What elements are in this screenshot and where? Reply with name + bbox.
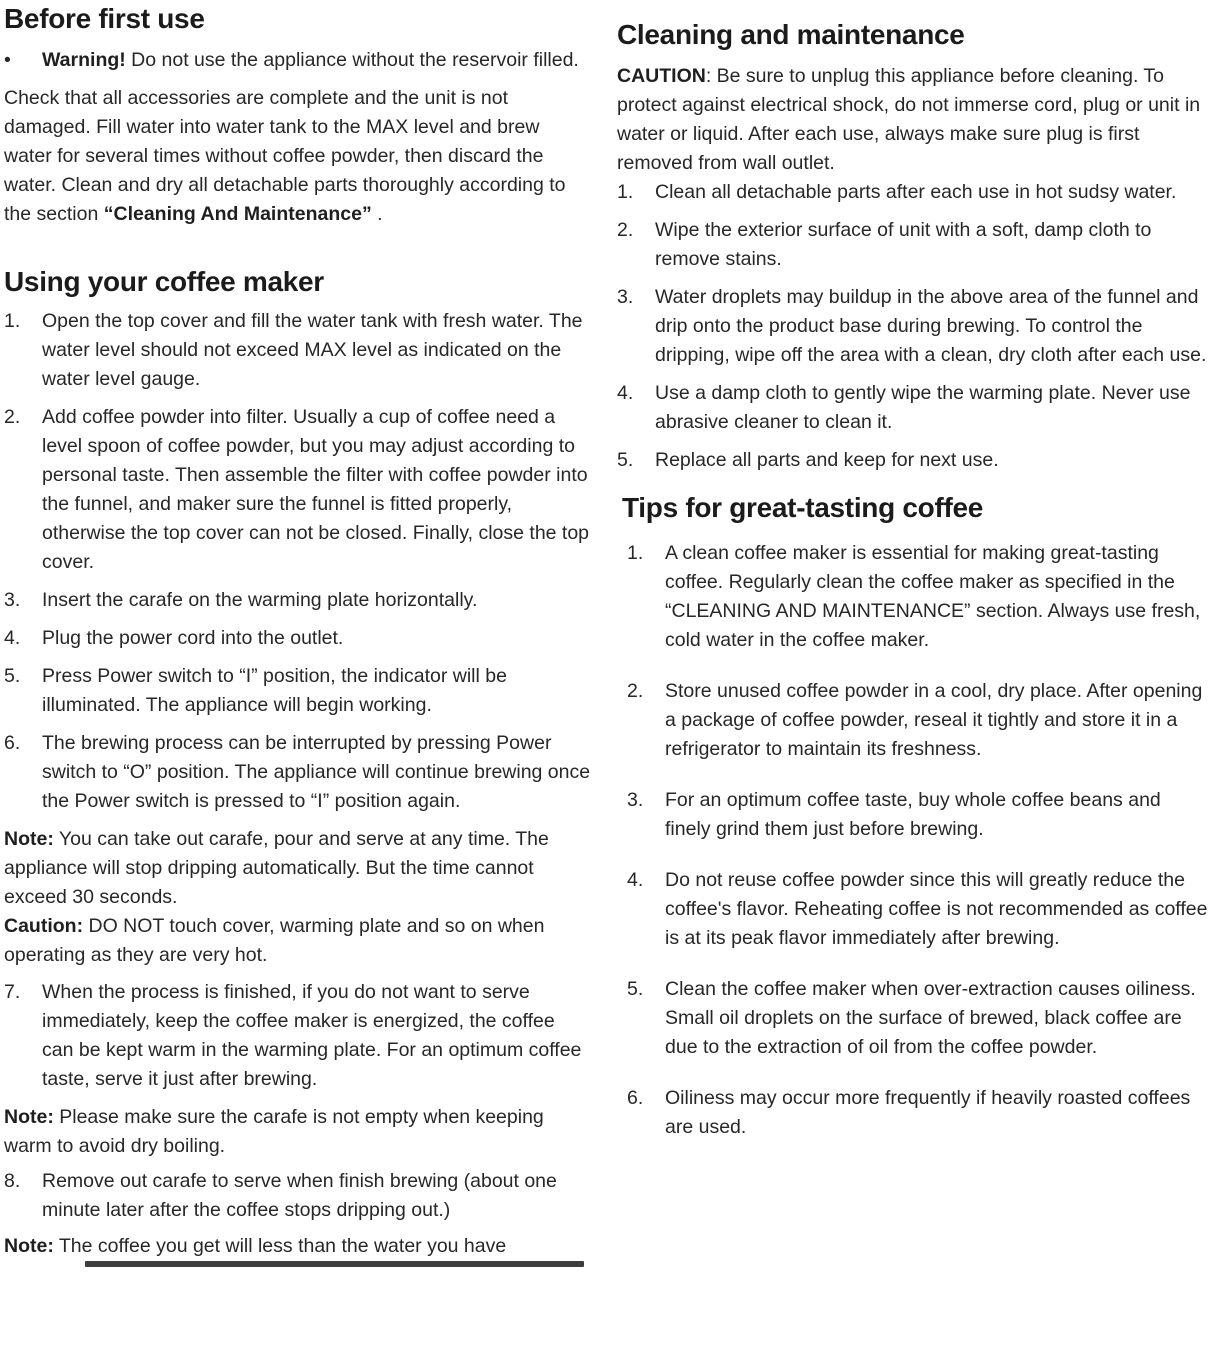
list-number: 4.	[617, 382, 634, 404]
list-text: Oiliness may occur more frequently if heavily roasted coffees are used.	[665, 1087, 1191, 1138]
note-paragraph-1	[4, 825, 591, 912]
list-text: Plug the power cord into the outlet.	[42, 627, 344, 649]
list-number: 4.	[4, 627, 21, 649]
tips-list	[627, 539, 1210, 1142]
list-number: 3.	[617, 286, 634, 308]
tip-item-1	[627, 539, 1210, 655]
list-item-step-5	[4, 662, 591, 720]
list-number: 4.	[627, 869, 644, 891]
cleaning-item-3	[617, 283, 1210, 370]
list-text: Store unused coffee powder in a cool, dry place. After opening a package of coffee powder, reseal it tightly and store it in a refrigerator to maintain its freshness.	[665, 680, 1203, 760]
tip-item-2	[627, 677, 1210, 764]
list-number: 8.	[4, 1170, 21, 1192]
list-text: Clean the coffee maker when over-extraction causes oiliness. Small oil droplets on the surface of brewed, black coffee are due to the extraction of oil from the coffee powder.	[665, 978, 1196, 1058]
list-text: Add coffee powder into filter. Usually a cup of coffee need a level spoon of coffee powder, but you may adjust according to personal taste. Then assemble the filter with coffee powder into the funnel, and maker sure the funnel is fitted properly, otherwise the top cover can not be closed. Finally, close the top cover.	[42, 406, 590, 573]
list-number: 3.	[627, 789, 644, 811]
cleaning-item-5	[617, 446, 1210, 475]
list-text: When the process is finished, if you do not want to serve immediately, keep the coffee maker is energized, the coffee can be kept warm in the warming plate. For an optimum coffee taste, serve it just after brewing.	[42, 981, 582, 1090]
tip-item-5	[627, 975, 1210, 1062]
list-item-step-2	[4, 403, 591, 577]
list-number: 1.	[617, 181, 634, 203]
list-text: Do not reuse coffee powder since this will greatly reduce the coffee's flavor. Reheating coffee is not recommended as coffee is at its peak flavor immediately after brewing.	[665, 869, 1208, 949]
list-number: 3.	[4, 589, 21, 611]
tip-item-6	[627, 1084, 1210, 1142]
cleaning-item-1	[617, 178, 1210, 207]
list-text: Press Power switch to “I” position, the indicator will be illuminated. The appliance will begin working.	[42, 665, 507, 716]
list-number: 1.	[4, 310, 21, 332]
list-number: 5.	[617, 449, 634, 471]
intro-text: Check that all accessories are complete and the unit is not damaged. Fill water into water tank to the MAX level and brew water for several times without coffee powder, then discard the water. Clean and dry all detachable parts thoroughly according to the section	[4, 87, 566, 225]
note-label: Note:	[4, 1235, 54, 1257]
list-number: 2.	[627, 680, 644, 702]
list-item-step-7	[4, 978, 591, 1094]
bullet-marker: •	[4, 49, 11, 71]
list-number: 7.	[4, 981, 21, 1003]
section-heading-using-coffee-maker: Using your coffee maker	[4, 266, 324, 297]
caution-paragraph-right	[617, 62, 1210, 178]
note-text: Please make sure the carafe is not empty when keeping warm to avoid dry boiling.	[4, 1106, 544, 1157]
list-number: 2.	[617, 219, 634, 241]
tip-item-3	[627, 786, 1210, 844]
list-text: Wipe the exterior surface of unit with a soft, damp cloth to remove stains.	[655, 219, 1152, 270]
list-number: 6.	[4, 732, 21, 754]
warning-text	[42, 46, 591, 75]
list-number: 1.	[627, 542, 644, 564]
note-text: You can take out carafe, pour and serve at any time. The appliance will stop dripping automatically. But the time cannot exceed 30 seconds.	[4, 828, 549, 908]
list-item-step-8	[4, 1167, 591, 1225]
section-heading-cleaning-maintenance: Cleaning and maintenance	[617, 19, 965, 50]
list-number: 2.	[4, 406, 21, 428]
list-text: For an optimum coffee taste, buy whole coffee beans and finely grind them just before brewing.	[665, 789, 1161, 840]
list-text: Water droplets may buildup in the above area of the funnel and drip onto the product base during brewing. To control the dripping, wipe off the area with a clean, dry cloth after each use.	[655, 286, 1207, 366]
list-item-step-4	[4, 624, 591, 653]
list-text: A clean coffee maker is essential for making great-tasting coffee. Regularly clean the coffee maker as specified in the “CLEANING AND MAINTENANCE” section. Always use fresh, cold water in the coffee maker.	[665, 542, 1201, 651]
list-number: 5.	[4, 665, 21, 687]
list-text: Insert the carafe on the warming plate horizontally.	[42, 589, 478, 611]
warning-bullet-item	[4, 46, 591, 75]
list-text: Clean all detachable parts after each use in hot sudsy water.	[655, 181, 1177, 203]
note-text: The coffee you get will less than the water you have	[53, 1235, 507, 1257]
list-text: The brewing process can be interrupted by pressing Power switch to “O” position. The appliance will continue brewing once the Power switch is pressed to “I” position again.	[42, 732, 591, 812]
caution-paragraph-left	[4, 912, 591, 970]
list-text: Remove out carafe to serve when finish brewing (about one minute later after the coffee stops dripping out.)	[42, 1170, 557, 1221]
list-text: Open the top cover and fill the water tank with fresh water. The water level should not exceed MAX level as indicated on the water level gauge.	[42, 310, 583, 390]
list-item-step-6	[4, 729, 591, 816]
section-heading-tips: Tips for great-tasting coffee	[622, 492, 984, 523]
intro-paragraph	[4, 84, 591, 229]
intro-bold-reference: “Cleaning And Maintenance”	[103, 203, 372, 225]
caution-text: DO NOT touch cover, warming plate and so on when operating as they are very hot.	[4, 915, 545, 966]
note-label: Note:	[4, 828, 54, 850]
cleaning-item-2	[617, 216, 1210, 274]
section-heading-before-first-use: Before first use	[4, 3, 205, 34]
list-text: Use a damp cloth to gently wipe the warming plate. Never use abrasive cleaner to clean it.	[655, 382, 1191, 433]
warning-label: Warning!	[42, 49, 126, 71]
note-paragraph-3	[4, 1234, 591, 1258]
intro-after: .	[371, 203, 383, 225]
list-item-step-1	[4, 307, 591, 394]
list-item-step-3	[4, 586, 591, 615]
cropped-next-text-line	[85, 1261, 584, 1267]
caution-text: : Be sure to unplug this appliance before cleaning. To protect against electrical shock, do not immerse cord, plug or unit in water or liquid. After each use, always make sure plug is first removed from wall outlet.	[617, 65, 1201, 174]
list-number: 5.	[627, 978, 644, 1000]
list-text: Replace all parts and keep for next use.	[655, 449, 999, 471]
note-label: Note:	[4, 1106, 54, 1128]
note-paragraph-2	[4, 1103, 591, 1161]
caution-label: CAUTION	[617, 65, 706, 87]
tip-item-4	[627, 866, 1210, 953]
caution-label: Caution:	[4, 915, 84, 937]
list-number: 6.	[627, 1087, 644, 1109]
cleaning-item-4	[617, 379, 1210, 437]
warning-body: Do not use the appliance without the reservoir filled.	[125, 49, 579, 71]
right-column	[607, 0, 1214, 1369]
